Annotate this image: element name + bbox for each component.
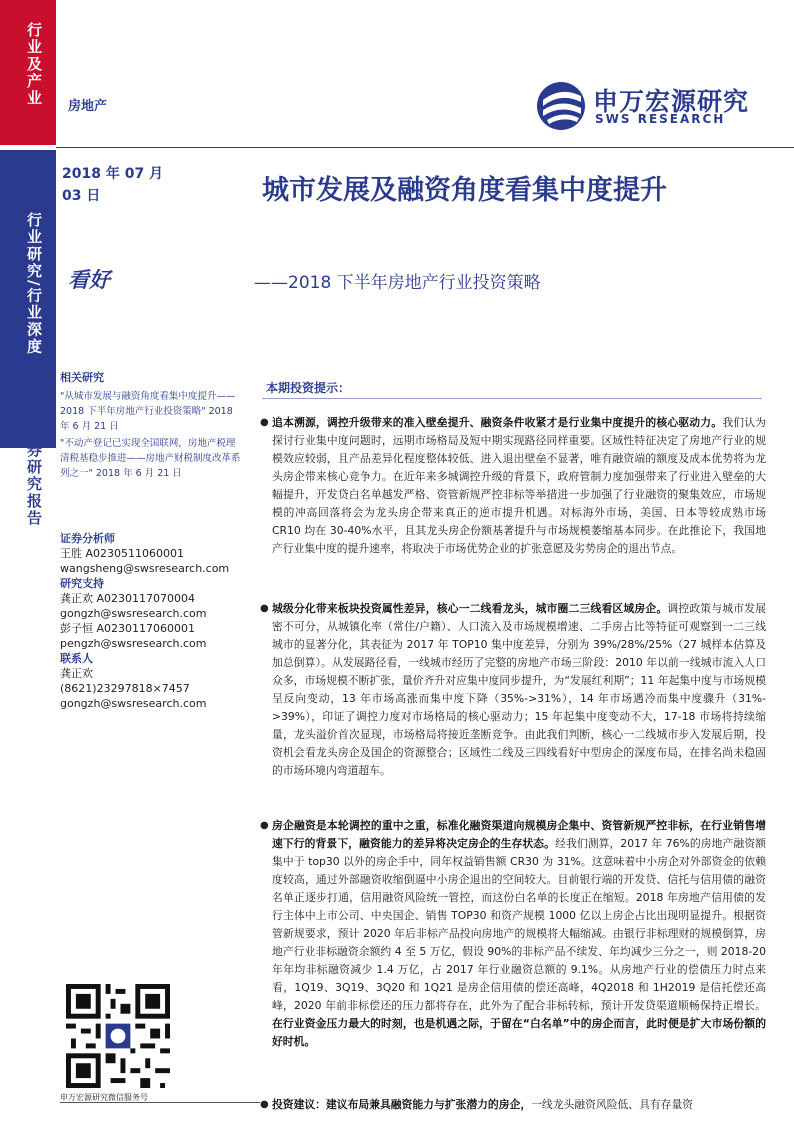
- band-top-label: 行业及产业: [25, 22, 43, 107]
- highlights-rule: [262, 398, 762, 399]
- highlights-title: 本期投资提示：: [266, 381, 351, 395]
- report-subtitle: ——2018 下半年房地产行业投资策略: [254, 273, 541, 293]
- p1-text: 我们认为探讨行业集中度问题时，远期市场格局及短中期实现路径同样重要。区域性特征决定了房地产行业的规模效应较弱，且产品差异化程度整体较低、进入退出壁垒不显著，唯有融资端的额度及成本优势将为龙头房企带来核心竞争力。在近年来多城调控升级的背景下，政府管制力度加强带来了行业进入壁垒的大幅提升，开发贷白名单越发严格、资管新规严控非标等举措进一步加强了行业融资的聚集效应，市场规模的冲高回落将会为龙头房企带来真正的逆市提升机遇。对标海外市场，美国、日本等较成熟市场 CR10 均在 30-40%水平，且其龙头房企份额基著提升与市场规模萎缩基本同步。在此推论下，我国地产行业集中度的提升速率，将取决于市场优势企业的扩张意愿及劣势房企的退出节点。: [272, 416, 767, 555]
- wechat-qr-code[interactable]: [66, 984, 170, 1088]
- bullet-icon: ●: [260, 603, 269, 614]
- sws-logo: [535, 80, 755, 132]
- sws-logo-icon: [535, 80, 589, 132]
- analyst-name: 王胜 A0230511060001: [60, 547, 185, 560]
- analyst-email[interactable]: wangsheng@swsresearch.com: [60, 562, 230, 575]
- logo-en: SWS RESEARCH: [595, 112, 726, 126]
- p4-text: 一线龙头融资风险低、具有存量资: [531, 1098, 694, 1111]
- analyst-title: 证券分析师: [60, 532, 115, 545]
- highlight-paragraph-2: [262, 600, 766, 780]
- sector-label: 房地产: [68, 99, 108, 114]
- support-email[interactable]: gongzh@swsresearch.com: [60, 607, 207, 620]
- sidebar-bottom-rule: [60, 1102, 260, 1103]
- bullet-icon: ●: [260, 417, 269, 428]
- support-name: 彭子恒 A0230117060001: [60, 622, 196, 635]
- support-title: 研究支持: [60, 577, 104, 590]
- related-item[interactable]: "不动产登记已实现全国联网，房地产税理清税基稳步推进——房地产财税制度改革系列之一" 2018 年 6 月 21 日: [60, 438, 241, 479]
- related-item[interactable]: "从城市发展与融资角度看集中度提升——2018 下半年房地产行业投资策略" 2018 年 6 月 21 日: [60, 391, 236, 432]
- p3-text: 经我们测算，2017 年 76%的房地产融资额集中于 top30 以外的房企手中，同年权益销售额 CR30 为 31%。这意味着中小房企对外部资金的依赖度较高，通过外部融资收缩倒逼中小房企退出的空间较大。目前银行端的开发贷、信托与信用债的融资名单正逐步打通，信用融资风险统一管控，而这份白名单的长度正在缩短。2018 年房地产信用债的发行主体中上市公司、中央国企、销售 TOP30 和资产规模 1000 亿以上房企占比出现明显提升。根据资管新规要求，预计 2020 年后非标产品投向房地产的规模将大幅缩减。由银行非标理财的规模倒算，房地产行业非标融资余额约 4 至 5 万亿，假设 90%的非标产品不续发、年均减少三分之一，则 2018-20 年年均非标融资减少 1.4 万亿，占 2017 年行业融资总额的 9.1%。从房地产行业的偿债压力时点来看，1Q19、3Q19、3Q20 和 1Q21 是房企信用债的偿还高峰，4Q2018 和 1H2019 是信托偿还高峰，2020 年前非标偿还的压力都将存在，此外为了配合非标转标，预计开发贷渠道顺畅保持正增长。: [272, 837, 766, 1012]
- header-divider: [56, 147, 794, 148]
- contact-phone: (8621)23297818×7457: [60, 682, 190, 695]
- p3-bold: 房企融资是本轮调控的重中之重，标准化融资渠道向规模房企集中、资管新规严控非标，在行业销售增速下行的背景下，融资能力的差异将决定房企的生存状态。: [272, 819, 766, 850]
- report-title: 城市发展及融资角度看集中度提升: [262, 175, 667, 206]
- contact-name: 龚正欢: [60, 667, 93, 680]
- band-middle-label: 行业研究/行业深度: [25, 212, 43, 356]
- p4-bold: 投资建议：建议布局兼具融资能力与扩张潜力的房企，: [272, 1098, 532, 1111]
- analyst-block: [60, 531, 242, 711]
- band-bottom-label: 证券研究报告: [25, 425, 43, 527]
- bullet-icon: ●: [260, 820, 269, 831]
- highlight-paragraph-3: [262, 817, 766, 1051]
- contact-email[interactable]: gongzh@swsresearch.com: [60, 697, 207, 710]
- support-name: 龚正欢 A0230117070004: [60, 592, 196, 605]
- report-date: 2018 年 07 月 03 日: [62, 166, 164, 204]
- p2-bold: 城级分化带来板块投资属性差异，核心一二线看龙头，城市圈二三线看区域房企。: [272, 602, 668, 615]
- p1-bold: 追本溯源，调控升级带来的准入壁垒提升、融资条件收紧才是行业集中度提升的核心驱动力。: [272, 416, 723, 429]
- contact-title: 联系人: [60, 652, 93, 665]
- rating-label: 看好: [68, 268, 110, 292]
- highlight-paragraph-1: [262, 414, 766, 558]
- related-research: [60, 370, 242, 481]
- support-email[interactable]: pengzh@swsresearch.com: [60, 637, 207, 650]
- p3-tail-bold: 在行业资金压力最大的时刻，也是机遇之际，于留在“白名单”中的房企而言，此时便是扩大市场份额的好时机。: [272, 1017, 766, 1048]
- bullet-icon: ●: [260, 1099, 269, 1110]
- highlight-paragraph-4: [262, 1096, 766, 1114]
- logo-cn: 申万宏源研究: [593, 87, 750, 116]
- qr-caption: 申万宏源研究微信服务号: [60, 1093, 148, 1102]
- related-title: 相关研究: [60, 371, 104, 384]
- p2-text: 调控政策与城市发展密不可分，从城镇化率（常住/户籍）、人口流入及市场规模增速、二手房占比等特征可观察到一二三线城市的显著分化，其表征为 2017 年 TOP10 集中度差异，分别为 39%/28%/25%（27 城样本估算及加总倒算）。从发展路径看，一线城市经历了完整的房地产市场三阶段：2010 年以前一线城市流入人口众多，市场规模不断扩张，量价齐升对应集中度同步提升，为“发展红利期”；11 年起集中度与市场规模呈反向变动，13 年市场高涨而集中度下降（35%->31%），14 年市场遇冷而集中度骤升（31%->39%），印证了调控力度对市场格局的核心驱动力；15 年起集中度变动不大，17-18 市场将持续缩量，龙头溢价首次显现，市场格局将接近垄断竞争。由此我们判断，核心一二线城市步入发展后期，投资机会看龙头房企及国企的资源整合；区域性二线及三四线看好中型房企的深度布局，在排名尚未稳固的市场环境内弯道超车。: [272, 602, 767, 777]
